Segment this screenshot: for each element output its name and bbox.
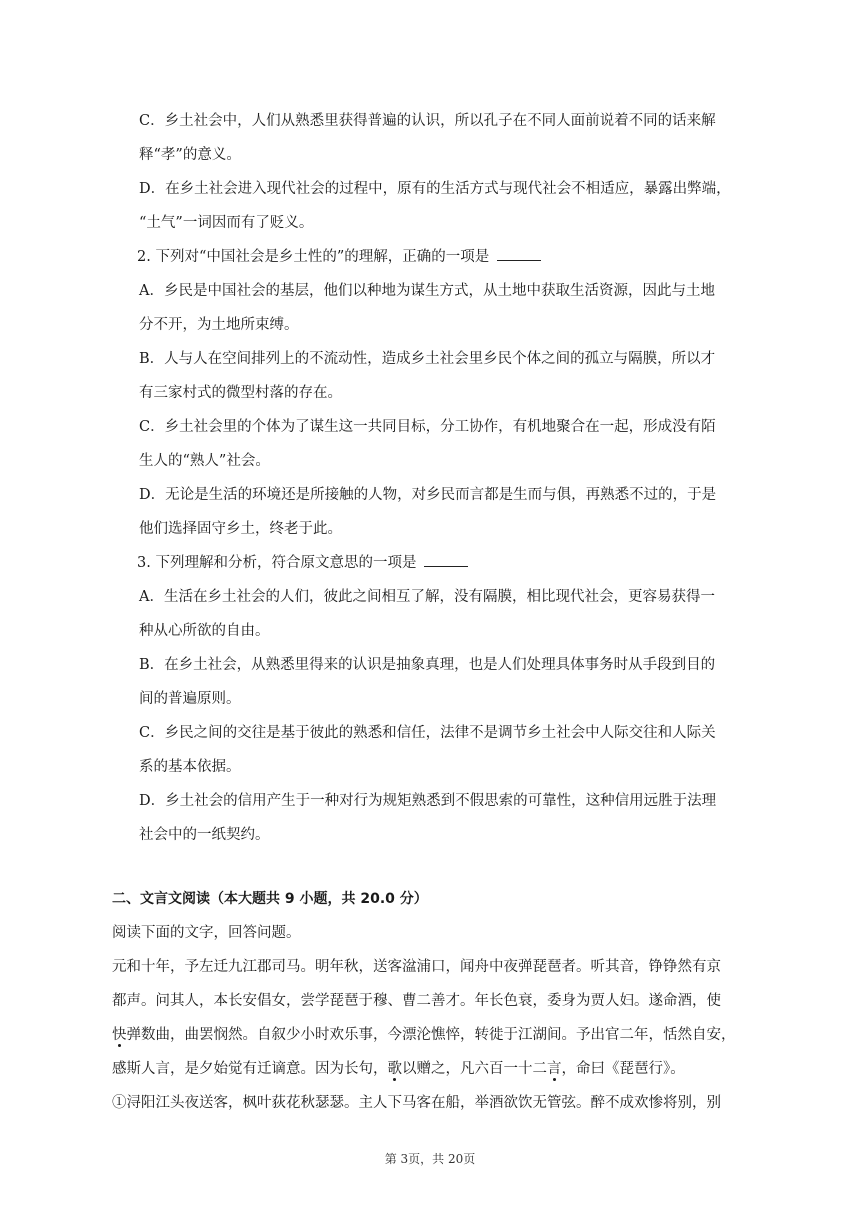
passage-line-2: 都声。问其人，本长安倡女，尝学琵琶于穆、曹二善才。年长色衰，委身为贾人妇。遂命酒，使 — [112, 993, 721, 1009]
passage-line-3 — [112, 1018, 756, 1052]
question-3-text: 3. 下列理解和分析，符合原文意思的一项是 — [137, 555, 417, 571]
q3-option-d-line2: 社会中的一纸契约。 — [139, 827, 270, 843]
passage-line-4-part2: 以赠之，凡六百一十二 — [402, 1061, 547, 1077]
answer-blank-2 — [497, 246, 541, 261]
section-instruction: 阅读下面的文字，回答问题。 — [112, 925, 301, 941]
passage-line-4-part3: ，命曰《琵琶行》。 — [561, 1061, 685, 1077]
q2-option-d-line1: D．无论是生活的环境还是所接触的人物，对乡民而言都是生而与俱，再熟悉不过的，于是 — [139, 487, 717, 503]
passage-line-1: 元和十年，予左迁九江郡司马。明年秋，送客湓浦口，闻舟中夜弹琵琶者。听其音，铮铮然有京 — [112, 959, 721, 975]
q1-option-c-line1: C．乡土社会中，人们从熟悉里获得普遍的认识，所以孔子在不同人面前说着不同的话来解 — [139, 113, 716, 129]
question-2-text: 2. 下列对“中国社会是乡土性的”的理解，正确的一项是 — [137, 249, 490, 265]
q1-option-c-line2: 释“孝”的意义。 — [139, 147, 241, 163]
page-content — [112, 104, 756, 1120]
q2-option-b-line2: 有三家村式的微型村落的存在。 — [139, 385, 342, 401]
dotted-char-yan: 言 — [547, 1061, 562, 1077]
q2-option-c-line1: C．乡土社会里的个体为了谋生这一共同目标，分工协作，有机地聚合在一起，形成没有陌 — [139, 419, 716, 435]
q2-option-b-line1: B．人与人在空间排列上的不流动性，造成乡土社会里乡民个体之间的孤立与隔膜，所以才 — [139, 351, 716, 367]
passage-line-4-part1: 感斯人言，是夕始觉有迁谪意。因为长句， — [112, 1061, 388, 1077]
q2-option-a-line2: 分不开，为土地所束缚。 — [139, 317, 299, 333]
q3-option-b-line2: 间的普遍原则。 — [139, 691, 241, 707]
q2-option-c-line2: 生人的“熟人”社会。 — [139, 453, 270, 469]
dotted-char-kuai: 快 — [112, 1027, 127, 1043]
q1-option-d-line1: D．在乡土社会进入现代社会的过程中，原有的生活方式与现代社会不相适应，暴露出弊端， — [139, 181, 731, 197]
dotted-char-ge: 歌 — [387, 1061, 402, 1077]
passage-line-3-text: 弹数曲，曲罢悯然。自叙少小时欢乐事，今漂沦憔悴，转徙于江湖间。予出官二年，恬然自安， — [126, 1027, 736, 1043]
answer-blank-3 — [424, 552, 468, 567]
question-2 — [112, 240, 756, 274]
q2-option-d-line2: 他们选择固守乡土，终老于此。 — [139, 521, 342, 537]
question-3 — [112, 546, 756, 580]
poem-line-1: ①浔阳江头夜送客，枫叶荻花秋瑟瑟。主人下马客在船，举酒欲饮无管弦。醉不成欢惨将别，别 — [112, 1095, 721, 1111]
q3-option-c-line1: C．乡民之间的交往是基于彼此的熟悉和信任，法律不是调节乡土社会中人际交往和人际关 — [139, 725, 716, 741]
q3-option-a-line2: 种从心所欲的自由。 — [139, 623, 270, 639]
passage-line-4 — [112, 1052, 756, 1086]
q3-option-a-line1: A．生活在乡土社会的人们，彼此之间相互了解，没有隔膜，相比现代社会，更容易获得一 — [139, 589, 715, 605]
q3-option-d-line1: D．乡土社会的信用产生于一种对行为规矩熟悉到不假思索的可靠性，这种信用远胜于法理 — [139, 793, 717, 809]
q3-option-c-line2: 系的基本依据。 — [139, 759, 241, 775]
section-heading: 二、文言文阅读（本大题共 9 小题，共 20.0 分） — [112, 891, 428, 907]
q1-option-d-line2: “土气”一词因而有了贬义。 — [139, 215, 314, 231]
q2-option-a-line1: A．乡民是中国社会的基层，他们以种地为谋生方式，从土地中获取生活资源，因此与土地 — [139, 283, 715, 299]
q3-option-b-line1: B．在乡土社会，从熟悉里得来的认识是抽象真理，也是人们处理具体事务时从手段到目的 — [139, 657, 716, 673]
page-footer: 第 3页，共 20页 — [384, 1152, 476, 1166]
